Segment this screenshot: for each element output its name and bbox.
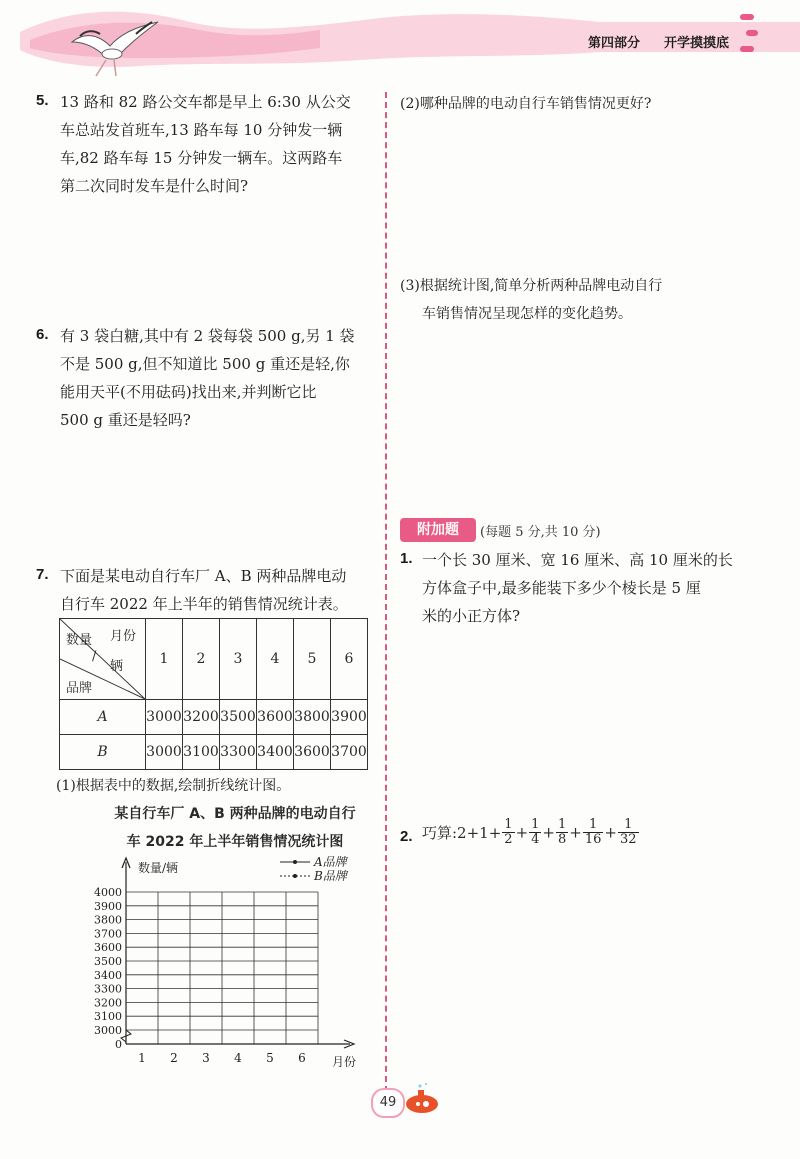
month-header: 6: [331, 619, 368, 700]
value-cell: 3700: [331, 735, 368, 770]
x-tick-label: 5: [266, 1051, 274, 1065]
line-chart: [60, 850, 380, 1080]
value-cell: 3000: [146, 735, 183, 770]
question-6-line: 不是 500 g,但不知道比 500 g 重还是轻,你: [60, 355, 350, 373]
question-7-text: [60, 562, 348, 618]
bonus-note: (每题 5 分,共 10 分): [480, 525, 601, 540]
header-section: 开学摸摸底: [664, 36, 730, 51]
bonus-2-prefix: 巧算:2+1+: [422, 824, 502, 842]
question-7-sub3-line: 车销售情况呈现怎样的变化趋势。: [422, 306, 632, 322]
question-5-line: 车总站发首班车,13 路车每 10 分钟发一辆: [60, 121, 343, 139]
x-tick-label: 4: [234, 1051, 242, 1065]
fraction-denominator: 8: [558, 832, 567, 847]
x-tick-label: 6: [298, 1051, 306, 1065]
chart-title-line: 某自行车厂 A、B 两种品牌的电动自行: [114, 806, 356, 822]
legend-marker-b: [293, 874, 297, 878]
fraction-numerator: 1: [504, 817, 513, 832]
plus-sign: +: [604, 823, 617, 842]
y-tick-label: 3500: [94, 955, 122, 968]
header-part: 第四部分: [588, 36, 641, 51]
fraction-denominator: 16: [584, 832, 602, 847]
question-7-sub3: [400, 272, 662, 328]
table-corner-cell: [60, 619, 146, 700]
fraction-numerator: 1: [583, 818, 604, 833]
bonus-1-text: [422, 546, 733, 630]
question-6-line: 有 3 袋白糖,其中有 2 袋每袋 500 g,另 1 袋: [60, 327, 355, 345]
corner-brand-label: 品牌: [66, 681, 93, 696]
month-header: 5: [294, 619, 331, 700]
question-5-text: [60, 88, 351, 200]
question-7-sub3-line: (3)根据统计图,简单分析两种品牌电动自行: [400, 278, 663, 294]
sales-table: [59, 618, 368, 770]
fraction: [556, 818, 568, 847]
submarine-icon: [400, 1082, 442, 1118]
legend-marker-a: [293, 860, 297, 864]
seagull-icon: [66, 18, 162, 80]
fraction-denominator: 2: [504, 832, 513, 847]
value-cell: 3300: [220, 735, 257, 770]
question-7-sub2: (2)哪种品牌的电动自行车销售情况更好?: [400, 96, 652, 112]
month-header: 1: [146, 619, 183, 700]
question-7-line: 下面是某电动自行车厂 A、B 两种品牌电动: [60, 567, 347, 585]
corner-slash: /: [92, 649, 97, 664]
column-divider: [385, 92, 387, 1092]
legend-label-b: B品牌: [314, 869, 347, 883]
value-cell: 3800: [294, 700, 331, 735]
question-6-text: [60, 322, 355, 434]
corner-quantity-label: 数量: [66, 633, 93, 648]
corner-unit-label: 辆: [110, 659, 124, 674]
fraction: [618, 818, 639, 847]
legend-label-a: A品牌: [314, 855, 347, 869]
bonus-2-expression: [422, 818, 640, 847]
table-row: [60, 700, 368, 735]
month-header: 2: [183, 619, 220, 700]
y-tick-label: 3300: [94, 982, 122, 996]
x-tick-label: 3: [202, 1051, 210, 1065]
fraction-denominator: 32: [619, 832, 637, 847]
bonus-1-line: 方体盒子中,最多能装下多少个棱长是 5 厘: [422, 579, 701, 597]
bonus-2-number: 2.: [400, 828, 413, 845]
fraction-numerator: 1: [558, 817, 567, 832]
value-cell: 3000: [146, 700, 183, 735]
y-tick-label: 3800: [94, 913, 122, 927]
x-tick-label: 2: [170, 1051, 178, 1065]
value-cell: 3100: [183, 735, 220, 770]
y-tick-label: 3200: [94, 996, 122, 1010]
y-tick-label: 3600: [94, 941, 122, 955]
bonus-tag: 附加题: [400, 518, 476, 542]
fraction-numerator: 1: [618, 818, 639, 833]
x-tick-label: 1: [138, 1051, 146, 1065]
y-tick-label: 3100: [94, 1010, 122, 1024]
y-axis-label: 数量/辆: [138, 861, 179, 875]
question-5-line: 第二次同时发车是什么时间?: [60, 177, 249, 195]
page-number: 49: [371, 1088, 405, 1118]
table-row: [60, 735, 368, 770]
value-cell: 3200: [183, 700, 220, 735]
brand-cell: B: [60, 735, 146, 770]
plus-sign: +: [515, 823, 529, 842]
y-tick-label: 3400: [94, 968, 122, 982]
question-7-sub1: (1)根据表中的数据,绘制折线统计图。: [56, 778, 291, 794]
question-6-line: 500 g 重还是轻吗?: [60, 411, 191, 429]
fraction: [502, 818, 514, 847]
bonus-1-line: 米的小正方体?: [422, 607, 521, 625]
question-5-number: 5.: [36, 92, 49, 109]
y-tick-label: 3000: [94, 1024, 122, 1037]
plus-sign: +: [569, 823, 582, 842]
value-cell: 3900: [331, 700, 368, 735]
bonus-1-line: 一个长 30 厘米、宽 16 厘米、高 10 厘米的长: [422, 551, 733, 569]
bonus-1-number: 1.: [400, 550, 413, 567]
question-5-line: 车,82 路车每 15 分钟发一辆车。这两路车: [60, 149, 343, 167]
value-cell: 3500: [220, 700, 257, 735]
corner-month-label: 月份: [110, 629, 137, 644]
fraction: [529, 818, 541, 847]
brand-cell: A: [60, 700, 146, 735]
y-tick-label: 4000: [94, 886, 122, 899]
question-7-number: 7.: [36, 566, 49, 583]
chart-title: [80, 800, 390, 856]
y-tick-label: 0: [115, 1038, 122, 1051]
fraction: [583, 818, 604, 847]
month-header: 3: [220, 619, 257, 700]
value-cell: 3600: [294, 735, 331, 770]
chart-title-line: 车 2022 年上半年销售情况统计图: [126, 834, 344, 850]
value-cell: 3400: [257, 735, 294, 770]
plus-sign: +: [542, 823, 555, 842]
question-5-line: 13 路和 82 路公交车都是早上 6:30 从公交: [60, 93, 351, 111]
question-6-line: 能用天平(不用砝码)找出来,并判断它比: [60, 383, 317, 401]
y-tick-label: 3900: [94, 899, 122, 913]
value-cell: 3600: [257, 700, 294, 735]
month-header: 4: [257, 619, 294, 700]
question-6-number: 6.: [36, 326, 49, 343]
x-axis-label: 月份: [332, 1055, 357, 1069]
fraction-numerator: 1: [531, 817, 540, 832]
y-tick-label: 3700: [94, 927, 122, 941]
fraction-denominator: 4: [531, 832, 540, 847]
question-7-line: 自行车 2022 年上半年的销售情况统计表。: [60, 595, 348, 613]
